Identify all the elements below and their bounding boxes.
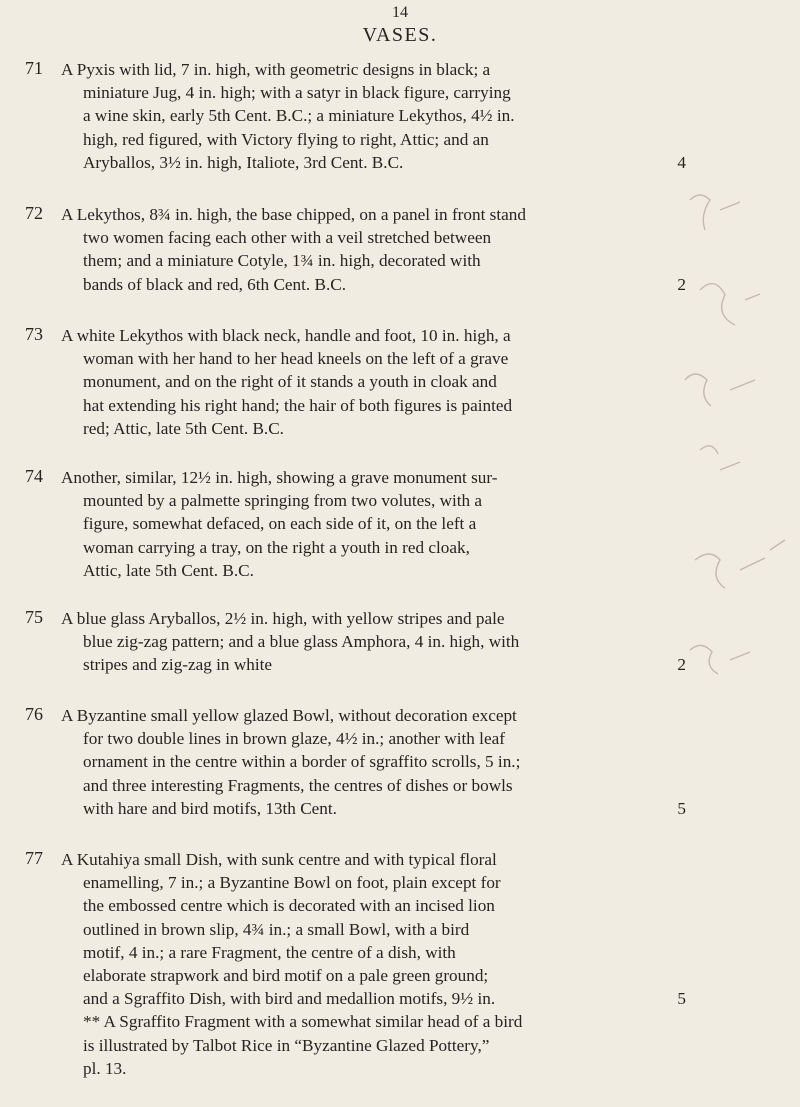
lot-number: 74 [25, 466, 43, 486]
lot-number: 76 [25, 704, 43, 724]
lot-line: with hare and bird motifs, 13th Cent. [83, 798, 337, 818]
lot-description [61, 466, 686, 582]
lot-description [61, 324, 686, 440]
pencil-annotation-marks [660, 180, 800, 700]
lot-line: stripes and zig-zag in white [83, 655, 273, 675]
lot-line: two women facing each other with a veil stretched between [83, 228, 492, 248]
lot-line: woman with her hand to her head kneels on the left of a grave [83, 349, 509, 369]
lot-quantity: 2 [677, 655, 686, 675]
lot-line: A Kutahiya small Dish, with sunk centre and with typical floral [61, 850, 497, 869]
lot-line: Aryballos, 3½ in. high, Italiote, 3rd Cent. B.C. [83, 152, 404, 172]
lot-quantity: 4 [677, 152, 686, 172]
lot-line: A Byzantine small yellow glazed Bowl, without decoration except [61, 706, 517, 725]
lot-line: figure, somewhat defaced, on each side of it, on the left a [83, 514, 477, 534]
lot-number: 73 [25, 324, 43, 344]
lot-description [61, 704, 686, 820]
lot-line: A Lekythos, 8¾ in. high, the base chipped, on a panel in front stand [61, 205, 526, 224]
lot-number: 72 [25, 203, 43, 223]
lot-line: Attic, late 5th Cent. B.C. [83, 560, 254, 580]
lot-line: A Pyxis with lid, 7 in. high, with geometric designs in black; a [61, 60, 491, 79]
lot-quantity: 2 [677, 274, 686, 294]
lot-line: outlined in brown slip, 4¾ in.; a small Bowl, with a bird [83, 919, 470, 939]
lot-number: 75 [25, 607, 43, 627]
lot-line: and three interesting Fragments, the centres of dishes or bowls [83, 775, 513, 795]
lot-line: hat extending his right hand; the hair of both figures is painted [83, 395, 513, 415]
lot-line: them; and a miniature Cotyle, 1¾ in. high, decorated with [83, 251, 481, 271]
lot-line: Another, similar, 12½ in. high, showing a grave monument sur- [61, 468, 498, 487]
lot-line: the embossed centre which is decorated with an incised lion [83, 896, 495, 916]
lot-line: mounted by a palmette springing from two volutes, with a [83, 491, 483, 511]
lot-line: blue zig-zag pattern; and a blue glass Amphora, 4 in. high, with [83, 632, 520, 652]
lot-line: and a Sgraffito Dish, with bird and medallion motifs, 9½ in. [83, 989, 496, 1009]
lot-line: high, red figured, with Victory flying to right, Attic; and an [83, 129, 489, 149]
lot-line: woman carrying a tray, on the right a youth in red cloak, [83, 537, 470, 557]
lot-number: 71 [25, 58, 43, 78]
page-heading: VASES. [362, 24, 438, 46]
lot-line: A white Lekythos with black neck, handle and foot, 10 in. high, a [61, 326, 511, 345]
lot-line: enamelling, 7 in.; a Byzantine Bowl on foot, plain except for [83, 873, 501, 893]
lot-quantity: 5 [677, 798, 686, 818]
lot-line: miniature Jug, 4 in. high; with a satyr in black figure, carrying [83, 83, 511, 103]
lot-line: a wine skin, early 5th Cent. B.C.; a miniature Lekythos, 4½ in. [83, 106, 515, 126]
lot-number: 77 [25, 848, 43, 868]
lot-description [61, 848, 686, 1080]
page-number: 14 [392, 4, 408, 21]
lot-line: A blue glass Aryballos, 2½ in. high, with yellow stripes and pale [61, 609, 505, 628]
lot-note-line: ** A Sgraffito Fragment with a somewhat similar head of a bird [83, 1012, 523, 1032]
lot-description [61, 58, 686, 174]
lot-description [61, 203, 686, 296]
lot-line: for two double lines in brown glaze, 4½ in.; another with leaf [83, 729, 505, 749]
lot-quantity: 5 [677, 989, 686, 1009]
lot-line: red; Attic, late 5th Cent. B.C. [83, 418, 284, 438]
lot-line: monument, and on the right of it stands a youth in cloak and [83, 372, 497, 392]
lot-line: elaborate strapwork and bird motif on a pale green ground; [83, 966, 489, 986]
lot-description [61, 607, 686, 677]
lot-line: bands of black and red, 6th Cent. B.C. [83, 274, 347, 294]
lot-line: ornament in the centre within a border of sgraffito scrolls, 5 in.; [83, 752, 521, 772]
lot-line: motif, 4 in.; a rare Fragment, the centre of a dish, with [83, 942, 456, 962]
lot-note-line: pl. 13. [83, 1058, 127, 1078]
lot-note-line: is illustrated by Talbot Rice in “Byzantine Glazed Pottery,” [83, 1035, 490, 1055]
